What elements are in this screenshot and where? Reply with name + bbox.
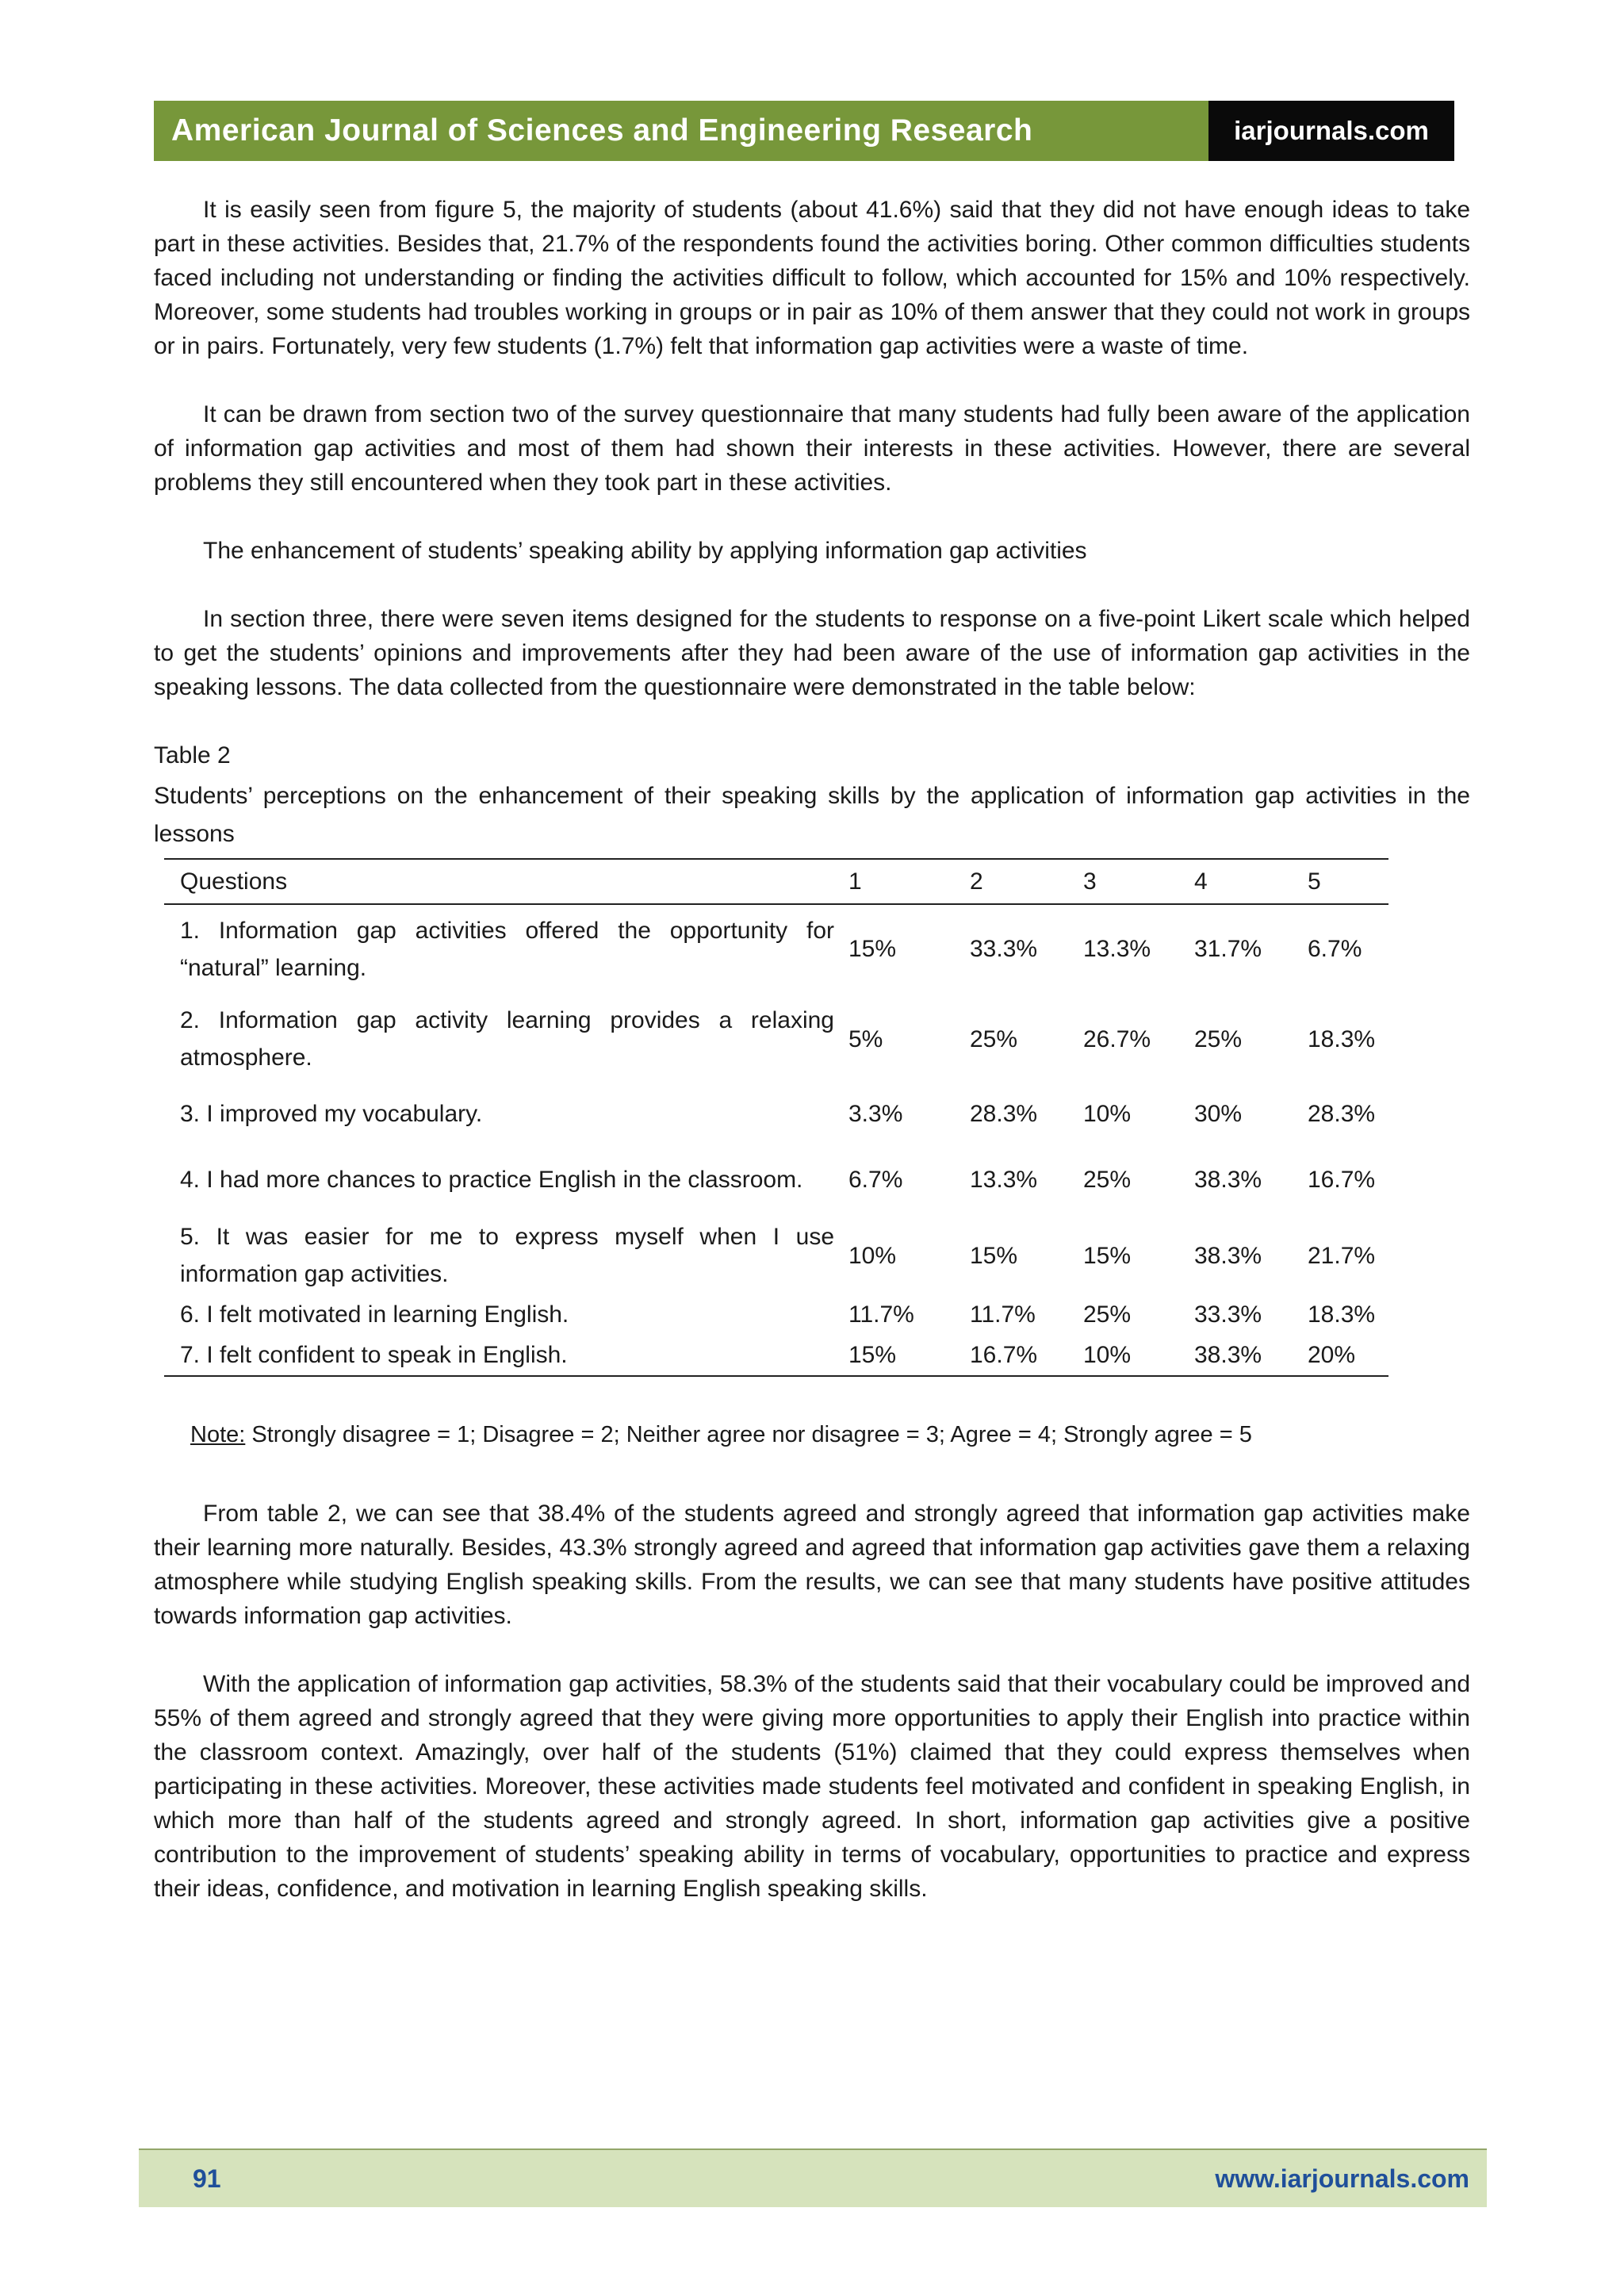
row-question: 1. Information gap activities offered the opportunity for “natural” learning.	[180, 917, 834, 981]
cell-value: 15%	[1083, 1242, 1132, 1269]
journal-title: American Journal of Sciences and Engineering Research	[154, 101, 1208, 161]
table-row	[164, 993, 1388, 1085]
cell-value: 26.7%	[1083, 1025, 1151, 1052]
table-caption: Students’ perceptions on the enhancement of their speaking skills by the application of information gap activities in the lessons	[154, 783, 1470, 847]
cell-value: 33.3%	[970, 936, 1038, 962]
cell-value: 28.3%	[970, 1100, 1038, 1127]
cell-value: 10%	[848, 1242, 897, 1269]
cell-value: 21.7%	[1308, 1242, 1376, 1269]
cell-value: 15%	[970, 1242, 1018, 1269]
cell-value: 10%	[1083, 1335, 1194, 1376]
row-question: 4. I had more chances to practice English in the classroom.	[180, 1166, 803, 1193]
cell-value: 11.7%	[848, 1301, 914, 1328]
row-question: 7. I felt confident to speak in English.	[164, 1335, 848, 1376]
cell-value: 6.7%	[1308, 936, 1362, 962]
cell-value: 15%	[848, 1335, 970, 1376]
journal-site[interactable]: iarjournals.com	[1208, 101, 1454, 161]
table-row	[164, 1335, 1388, 1376]
table-label: Table 2	[154, 742, 231, 769]
cell-value: 18.3%	[1308, 1025, 1376, 1052]
header-5: 5	[1308, 859, 1388, 904]
table-note	[190, 1418, 1470, 1452]
note-label: Note:	[190, 1422, 246, 1447]
cell-value: 6.7%	[848, 1166, 903, 1193]
cell-value: 13.3%	[970, 1166, 1038, 1193]
header-1: 1	[848, 859, 970, 904]
cell-value: 30%	[1194, 1100, 1243, 1127]
row-question: 3. I improved my vocabulary.	[180, 1100, 483, 1127]
paragraph-1: It is easily seen from figure 5, the majority of students (about 41.6%) said that they did not have enough ideas to take part in these activities. Besides that, 21.7% of the respondents found the activities boring. Other common difficulties students faced including not understanding or finding the activities difficult to follow, which accounted for 15% and 10% respectively. Moreover, some students had troubles working in groups or in pair as 10% of them answer that they could not work in groups or in pairs. Fortunately, very few students (1.7%) felt that information gap activities were a waste of time.	[154, 197, 1470, 359]
table-row	[164, 904, 1388, 993]
cell-value: 15%	[848, 936, 897, 962]
paragraph-5: With the application of information gap activities, 58.3% of the students said that their vocabulary could be improved and 55% of them agreed and strongly agreed that they were giving more opportunities to apply their English into practice within the classroom context. Amazingly, over half of the students (51%) claimed that they could express themselves when participating in these activities. Moreover, these activities made students feel motivated and confident in speaking English, in which more than half of the students agreed and strongly agreed. In short, information gap activities give a positive contribution to the improvement of students’ speaking ability in terms of vocabulary, opportunities to practice and express their ideas, confidence, and motivation in learning English speaking skills.	[154, 1671, 1470, 1902]
cell-value: 11.7%	[970, 1301, 1036, 1328]
cell-value: 38.3%	[1194, 1166, 1262, 1193]
cell-value: 18.3%	[1308, 1301, 1376, 1328]
journal-header	[154, 101, 1454, 161]
cell-value: 20%	[1308, 1335, 1388, 1376]
table-row	[164, 1085, 1388, 1142]
row-question: 2. Information gap activity learning provides a relaxing atmosphere.	[180, 1007, 834, 1071]
cell-value: 13.3%	[1083, 936, 1151, 962]
section-heading: The enhancement of students’ speaking ability by applying information gap activities	[203, 538, 1087, 564]
cell-value: 10%	[1083, 1100, 1132, 1127]
note-text: Strongly disagree = 1; Disagree = 2; Neither agree nor disagree = 3; Agree = 4; Strongly agree = 5	[251, 1422, 1252, 1447]
page-footer	[139, 2148, 1487, 2207]
cell-value: 33.3%	[1194, 1301, 1262, 1328]
page-number: 91	[193, 2164, 221, 2193]
cell-value: 25%	[1083, 1166, 1132, 1193]
footer-link[interactable]: www.iarjournals.com	[1215, 2164, 1469, 2193]
cell-value: 25%	[1083, 1301, 1132, 1328]
cell-value: 28.3%	[1308, 1100, 1376, 1127]
paragraph-3: In section three, there were seven items designed for the students to response on a five-point Likert scale which helped to get the students’ opinions and improvements after they had been aware of the use of information gap activities in the speaking lessons. The data collected from the questionnaire were demonstrated in the table below:	[154, 606, 1470, 700]
header-4: 4	[1194, 859, 1308, 904]
row-question: 6. I felt motivated in learning English.	[180, 1301, 569, 1328]
cell-value: 5%	[848, 1025, 883, 1052]
article-body	[154, 193, 1470, 1906]
table-header-row	[164, 859, 1388, 904]
likert-table	[164, 858, 1388, 1377]
cell-value: 25%	[970, 1025, 1018, 1052]
paragraph-4: From table 2, we can see that 38.4% of the students agreed and strongly agreed that information gap activities make their learning more naturally. Besides, 43.3% strongly agreed and agreed that information gap activities gave them a relaxing atmosphere while studying English speaking skills. From the results, we can see that many students have positive attitudes towards information gap activities.	[154, 1501, 1470, 1629]
table-row	[164, 1142, 1388, 1217]
table-row	[164, 1217, 1388, 1294]
cell-value: 25%	[1194, 1025, 1243, 1052]
cell-value: 38.3%	[1194, 1242, 1262, 1269]
header-questions: Questions	[164, 859, 848, 904]
header-2: 2	[970, 859, 1083, 904]
cell-value: 3.3%	[848, 1100, 903, 1127]
cell-value: 38.3%	[1194, 1335, 1308, 1376]
header-3: 3	[1083, 859, 1194, 904]
table-row	[164, 1294, 1388, 1335]
row-question: 5. It was easier for me to express myself when I use information gap activities.	[180, 1224, 834, 1287]
cell-value: 16.7%	[970, 1335, 1083, 1376]
cell-value: 16.7%	[1308, 1166, 1376, 1193]
cell-value: 31.7%	[1194, 936, 1262, 962]
paragraph-2: It can be drawn from section two of the survey questionnaire that many students had fully been aware of the application of information gap activities and most of them had shown their interests in these activities. However, there are several problems they still encountered when they took part in these activities.	[154, 401, 1470, 496]
